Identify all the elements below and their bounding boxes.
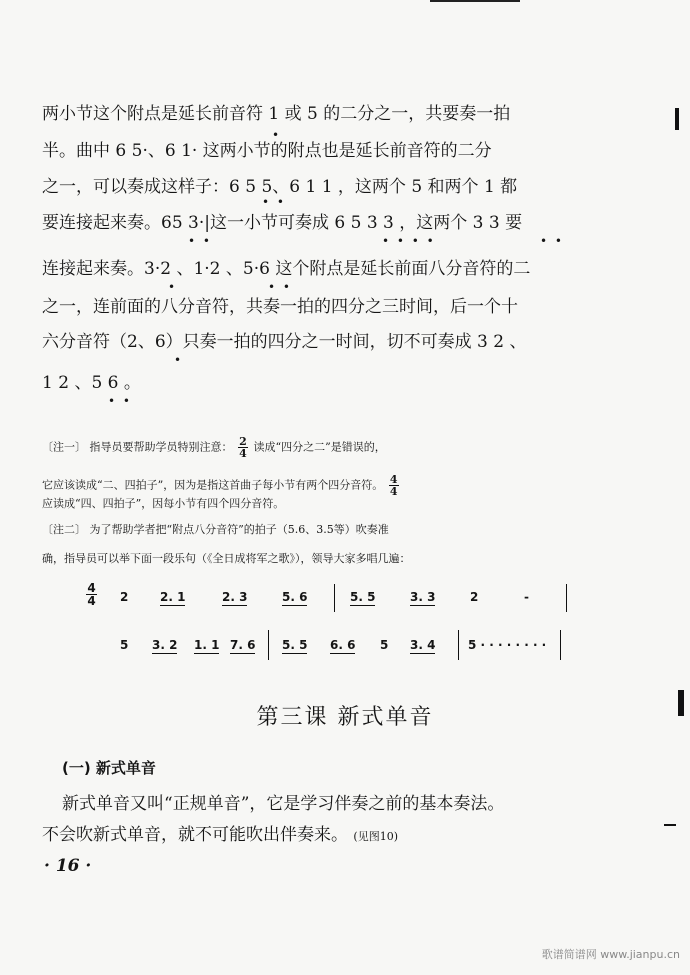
paragraph-line-4: 要连接起来奏。65 3·|这一小节可奏成 6 5 3 3 ，这两个 3 3 要 xyxy=(42,213,523,233)
paragraph-line-8: 1 2 、5 6 。 xyxy=(42,373,141,393)
barline xyxy=(268,630,269,660)
paragraph-line-6: 之一，连前面的八分音符，共奏一拍的四分之三时间，后一个十 xyxy=(42,297,518,317)
margin-mark xyxy=(678,690,684,716)
octave-dot: • xyxy=(174,353,184,367)
paragraph-line-1: 两小节这个附点是延长前音符 1 或 5 的二分之一，共要奏一拍 xyxy=(42,104,511,124)
octave-dots: • • xyxy=(540,234,564,248)
body-line-2 xyxy=(42,824,622,848)
time-signature-bottom: 4 xyxy=(87,594,96,608)
note-1-text-2: 它应该读成“二、四拍子”，因为是指这首曲子每小节有两个四分音符。 xyxy=(42,478,384,492)
paragraph-line-3: 之一，可以奏成这样子：6 5 5、6 1 1 ，这两个 5 和两个 1 都 xyxy=(42,177,518,197)
note-2-line-1: 〔注二〕 为了帮助学者把“附点八分音符”的拍子（5.6、3.5等）吹奏准 xyxy=(42,523,389,536)
figure-reference: (见图10) xyxy=(353,830,398,843)
staff-note: 6. 6 xyxy=(330,638,356,652)
paragraph-line-7: 六分音符（2、6）只奏一拍的四分之一时间，切不可奏成 3 2 、 xyxy=(42,332,527,352)
octave-dots: • • xyxy=(108,394,132,408)
page-number: · 16 · xyxy=(44,856,92,876)
note-1-line-2 xyxy=(42,474,632,497)
paragraph-line-2: 半。曲中 6 5·、6 1· 这两小节的附点也是延长前音符的二分 xyxy=(42,141,492,161)
barline xyxy=(334,584,335,612)
lesson-title: 第三课 新式单音 xyxy=(256,705,434,730)
staff-note: - xyxy=(524,590,529,604)
staff-note: 1. 1 xyxy=(194,638,220,652)
barline xyxy=(566,584,567,612)
fraction-numerator: 2 xyxy=(239,435,247,448)
paragraph-line-5: 连接起来奏。3·2 、1·2 、5·6 这个附点是延长前面八分音符的二 xyxy=(42,259,531,279)
staff-note: 5 xyxy=(380,638,389,652)
staff-note: 3. 2 xyxy=(152,638,178,652)
staff-note: 2 xyxy=(470,590,479,604)
note-1-prefix: 〔注一〕 指导员要帮助学员特别注意： xyxy=(42,440,233,454)
fraction-denominator: 4 xyxy=(239,447,247,460)
note-1-suffix: 读成“四分之二”是错误的， xyxy=(253,440,386,454)
staff-row-2 xyxy=(0,638,690,658)
time-fraction xyxy=(389,474,399,497)
staff-note: 7. 6 xyxy=(230,638,256,652)
section-heading: (一) 新式单音 xyxy=(62,759,156,777)
octave-dots: • • xyxy=(268,280,292,294)
staff-note: 2. 3 xyxy=(222,590,248,604)
body-line-2-text: 不会吹新式单音，就不可能吹出伴奏来。 xyxy=(42,825,348,845)
staff-note: 2 xyxy=(120,590,129,604)
octave-dots: • xyxy=(168,280,178,294)
time-fraction xyxy=(238,436,248,459)
fraction-denominator: 4 xyxy=(389,485,398,498)
octave-dot: • xyxy=(272,128,282,142)
body-line-1: 新式单音又叫“正规单音”，它是学习伴奏之前的基本奏法。 xyxy=(62,794,505,814)
staff-note: 5. 6 xyxy=(282,590,308,604)
staff-note: 5. 5 xyxy=(282,638,308,652)
fraction-numerator: 4 xyxy=(389,473,398,486)
octave-dots: • • xyxy=(262,195,286,209)
staff-note: 5 xyxy=(120,638,129,652)
note-2-line-2: 确，指导员可以举下面一段乐句（《全日成将军之歌》），领导大家多唱几遍： xyxy=(42,552,411,565)
staff-note: 3. 3 xyxy=(410,590,436,604)
octave-dots: • • • • xyxy=(382,234,436,248)
barline xyxy=(458,630,459,660)
staff-note: 5. 5 xyxy=(350,590,376,604)
octave-dots: • • xyxy=(188,234,212,248)
time-signature-top: 4 xyxy=(87,581,96,595)
staff-note: 3. 4 xyxy=(410,638,436,652)
staff-note: 5 · · · · · · · · xyxy=(468,638,547,652)
note-1-line-1 xyxy=(42,436,632,459)
note-1-line-3: 应读成“四、四拍子”，因每小节有四个四分音符。 xyxy=(42,497,285,510)
staff-note: 2. 1 xyxy=(160,590,186,604)
barline xyxy=(560,630,561,660)
margin-mark xyxy=(664,824,676,826)
watermark: 歌谱简谱网 www.jianpu.cn xyxy=(541,948,680,961)
staff-row-1 xyxy=(0,590,690,610)
page-top-rule xyxy=(430,0,520,2)
margin-mark xyxy=(675,108,679,130)
